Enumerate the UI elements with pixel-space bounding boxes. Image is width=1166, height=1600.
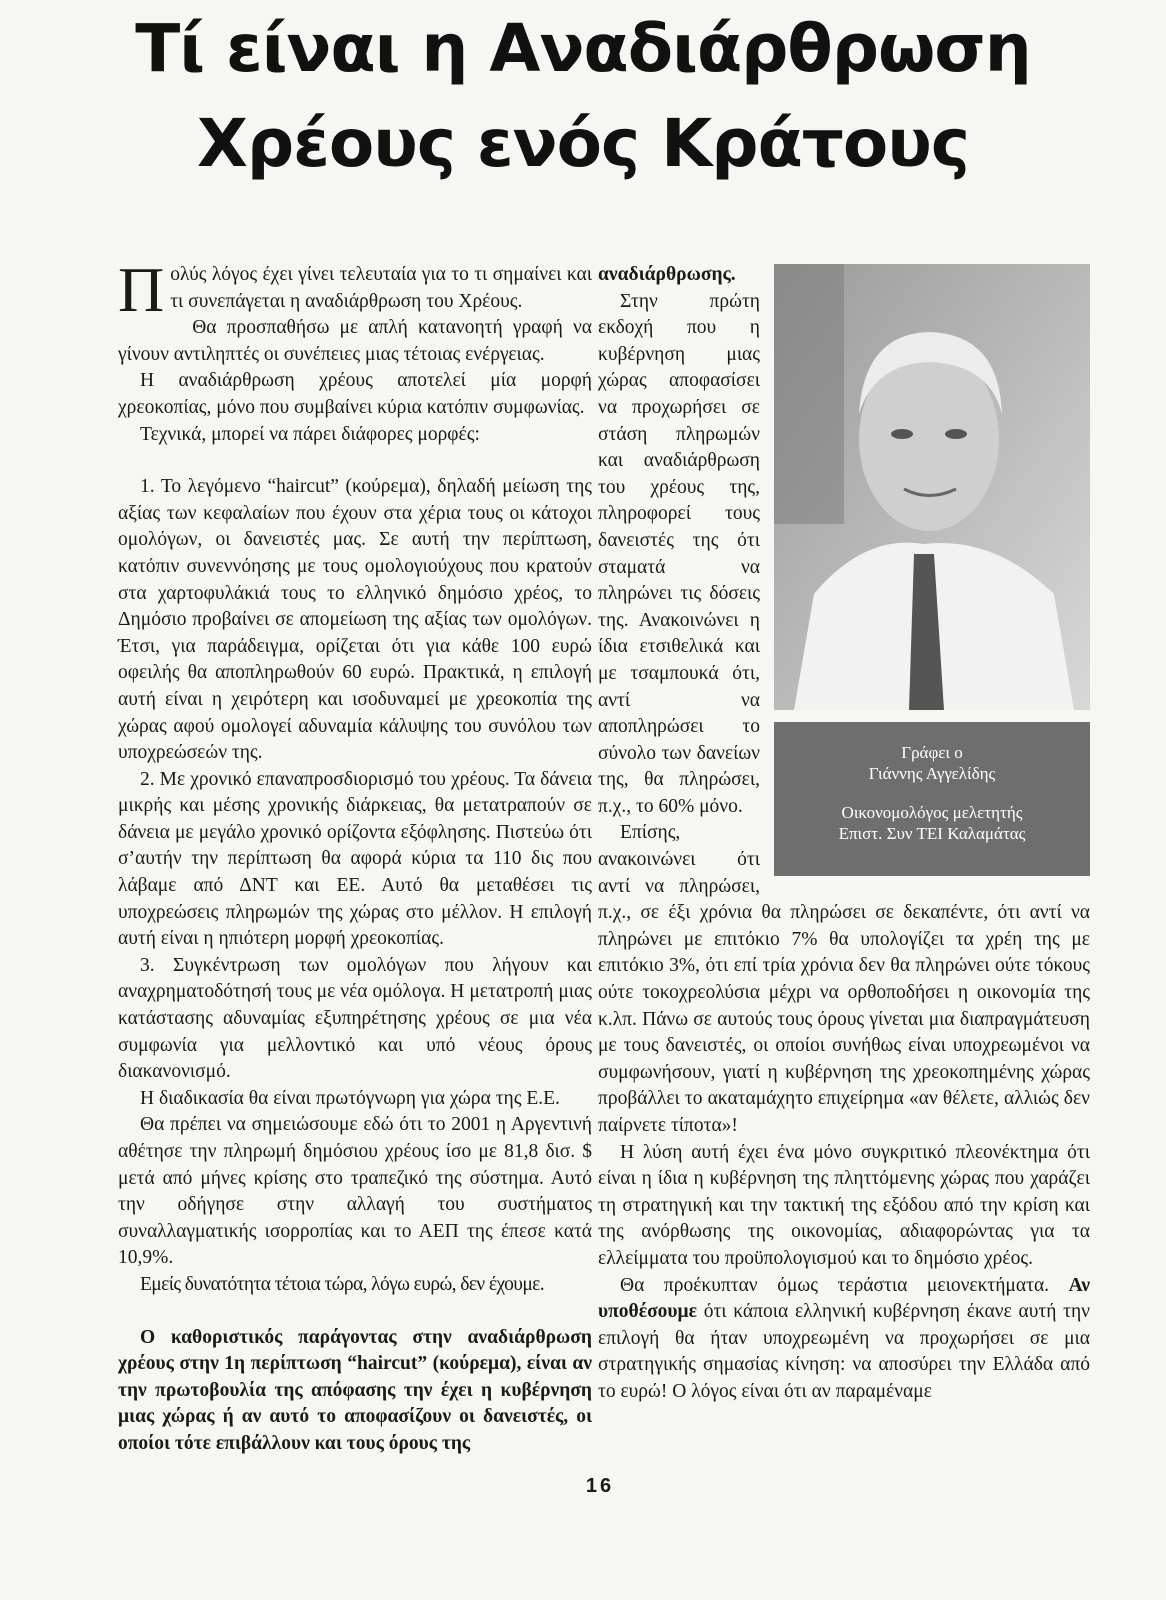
- text: Θα προέκυπταν όμως τεράστια μειονεκτήματα.: [620, 1274, 1050, 1296]
- paragraph-haircut: 1. Το λεγόμενο “haircut” (κούρεμα), δηλαδή μείωση της αξίας των κεφαλαίων που έχουν στα χέρια τους οι κάτοχοι ομολόγων, οι δανειστές μας. Σε αυτή την περίπτωση, κατόπιν συνεννόησης με τους ομολογιούχους που κρατούν στα χαρτοφυλάκιά τους το ελληνικό δημόσιο χρέος, το Δημόσιο προβαίνει σε απομείωση της αξίας των ομολόγων. Έτσι, για παράδειγμα, ορίζεται ότι για κάθε 100 ευρώ οφειλής θα αποπληρωθούν 60 ευρώ. Πρακτικά, η επιλογή αυτή είναι η χειρότερη και ισοδυναμεί με χρεοκοπία της χώρας αφού ομολογεί αδυναμία κάλυψης του συνόλου των υποχρεώσεών της.: [118, 476, 592, 764]
- bold-text: Αν υποθέσουμε: [598, 1274, 1090, 1323]
- caption-written-by: Γράφει ο: [901, 743, 963, 762]
- bold-paragraph: Ο καθοριστικός παράγοντας στην αναδιάρθρωση χρέους στην 1η περίπτωση “haircut” (κούρεμα), είναι αν την πρωτοβουλία της απόφασης την έχει η κυβέρνηση μιας χώρας ή αν αυτό το αποφασίζουν οι δανειστές, οι οποίοι τότε επιβάλλουν και τους όρους της: [118, 1326, 592, 1454]
- right-column: [598, 262, 1090, 1406]
- paragraph: Στην πρώτη εκδοχή που η κυβέρνηση μιας χώρας αποφασίσει να προχωρήσει σε στάση πληρωμών και αναδιάρθρωση του χρέους της, πληροφορεί τους δανειστές της ότι σταματά να πληρώνει τις δόσεις της. Ανακοινώνει η ίδια ετσιθελικά και με τσαμπουκά ότι, αντί να αποπληρώσει το σύνολο των δανείων της, θα πληρώσει, π.χ., το 60% μόνο.: [598, 290, 760, 817]
- paragraph-bond-consolidation: 3. Συγκέντρωση των ομολόγων που λήγουν και αναχρηματοδότησή τους με νέα ομόλογα. Η μετατροπή μιας κατάστασης αδυναμίας εξυπηρέτησης χρέους σε μια νέα συμφωνία για μελλοντικό και υπό νέους όρους διακανονισμό.: [118, 954, 592, 1083]
- page-number: 16: [585, 1475, 615, 1497]
- article-title-line2: Χρέους ενός Κράτους: [197, 105, 969, 182]
- paragraph: Θα προσπαθήσω με απλή κατανοητή γραφή να γίνουν αντιληπτές οι συνέπειες μιας τέτοιας ενέργειας.: [118, 317, 592, 365]
- author-name: Γιάννης Αγγελίδης: [868, 764, 996, 783]
- author-photo: [774, 264, 1090, 710]
- author-affiliation: Επιστ. Συν ΤΕΙ Καλαμάτας: [838, 824, 1026, 843]
- paragraph-rescheduling: 2. Με χρονικό επαναπροσδιορισμό του χρέους. Τα δάνεια μικρής και μέσης χρονικής διάρκειας, θα μετατραπούν σε δάνεια με μεγάλο χρονικό ορίζοντα εξόφλησης. Πιστεύω ότι σ’αυτήν την περίπτωση θα αφορά κύρια τα 110 δις που λάβαμε από ΔΝΤ και ΕΕ. Αυτό θα μεταθέσει τις υποχρεώσεις πληρωμών της χώρας στο μέλλον. Η επιλογή αυτή είναι η ηπιότερη μορφή χρεοκοπίας.: [118, 768, 592, 950]
- article-title-line1: Τί είναι η Αναδιάρθρωση: [135, 10, 1031, 87]
- paragraph-continued: αναδιάρθρωσης.: [598, 264, 736, 285]
- paragraph: [598, 1273, 1090, 1406]
- author-figure: [774, 264, 1090, 876]
- paragraph: Η λύση αυτή έχει ένα μόνο συγκριτικό πλεονέκτημα ότι είναι η ίδια η κυβέρνηση της πληττόμενης χώρας που χαράζει τη στρατηγική και την τακτική της εξόδου από την κρίση και της ανόρθωσης της οικονομίας, αδιαφορώντας για τα ελλείμματα του προϋπολογισμού και το δημόσιο χρέος.: [598, 1141, 1090, 1269]
- intro-text: ολύς λόγος έχει γίνει τελευταία για το τι σημαίνει και τι συνεπάγεται η αναδιάρθρωση του Χρέους.: [170, 264, 592, 312]
- paragraph: Η αναδιάρθρωση χρέους αποτελεί μία μορφή χρεοκοπίας, μόνο που συμβαίνει κύρια κατόπιν συμφωνίας.: [118, 370, 592, 418]
- left-column: [118, 254, 592, 1458]
- paragraph: Τεχνικά, μπορεί να πάρει διάφορες μορφές:: [140, 423, 480, 445]
- paragraph: Επίσης, ανακοινώνει ότι αντί να πληρώσει, π.χ., σε έξι χρόνια θα πληρώσει σε δεκαπέντε, ότι αντί να πληρώνει με επιτόκιο 7% θα υπολογίζει τα χρέη της με επιτόκιο 3%, ότι επί τρία χρόνια δεν θα πληρώνει ούτε τόκους ούτε τοκοχρεολύσια μέχρι να ορθοποδήσει η οικονομία της κ.λπ. Πάνω σε αυτούς τους όρους γίνεται μια διαπραγμάτευση με τους δανειστές, οι οποίοι συνήθως είναι υποχρεωμένοι να συμφωνήσουν, γιατί η κυβέρνηση της χρεοκοπημένης χώρας προβάλλει το ακαταμάχητο επιχείρημα «αν θέλετε, αλλιώς δεν παίρνετε τίποτα»!: [598, 822, 1090, 1136]
- paragraph: Η διαδικασία θα είναι πρωτόγνωρη για χώρα της Ε.Ε.: [140, 1087, 560, 1109]
- drop-cap: Π: [118, 254, 165, 325]
- intro-paragraph: [118, 254, 592, 325]
- text: ότι κάποια ελληνική κυβέρνηση έκανε αυτή την επιλογή θα ήταν υποχρεωμένη να προχωρήσει σε μια στρατηγικής σημασίας κίνηση: να αποσύρει την Ελλάδα από το ευρώ! Ο λόγος είναι ότι αν παραμέναμε: [598, 1301, 1091, 1402]
- author-caption: [774, 722, 1090, 876]
- author-title: Οικονομολόγος μελετητής: [841, 803, 1023, 822]
- paragraph-argentina: Θα πρέπει να σημειώσουμε εδώ ότι το 2001 η Αργεντινή αθέτησε την πληρωμή δημόσιου χρέους ίσο με 81,8 δισ. $ μετά από μήνες κρίσης στο τραπεζικό της σύστημα. Αυτό την οδήγησε στην αλλαγή του συστήματος συναλλαγματικής ισορροπίας και το ΑΕΠ της έπεσε κατά 10,9%.: [118, 1114, 592, 1269]
- paragraph: Εμείς δυνατότητα τέτοια τώρα, λόγω ευρώ, δεν έχουμε.: [140, 1273, 545, 1295]
